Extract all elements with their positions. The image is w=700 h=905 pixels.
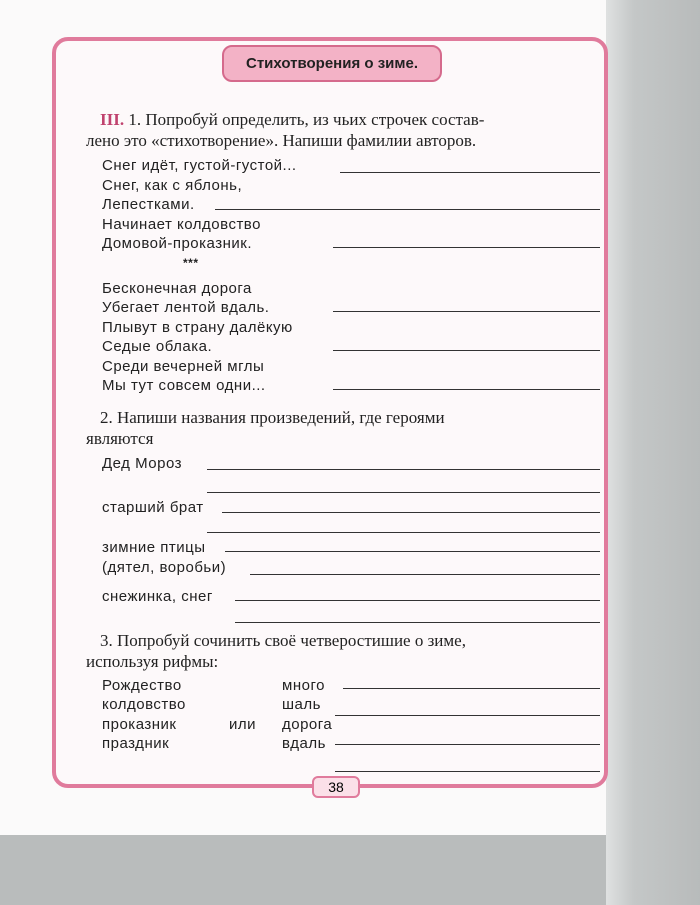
task1-line2: лено это «стихотворение». Напиши фамилии авторов.: [86, 131, 477, 150]
or-label: или: [229, 716, 257, 733]
answer-line[interactable]: [340, 172, 600, 173]
poem-line: Убегает лентой вдаль.: [102, 299, 270, 316]
poem-line: Домовой-проказник.: [102, 235, 252, 252]
scan-edge: [606, 0, 700, 905]
stanza-separator: ***: [183, 256, 199, 270]
answer-line[interactable]: [235, 622, 600, 623]
answer-line[interactable]: [225, 551, 600, 552]
answer-line[interactable]: [333, 350, 600, 351]
section-numeral: III.: [100, 110, 125, 129]
answer-line[interactable]: [335, 771, 600, 772]
answer-line[interactable]: [333, 311, 600, 312]
rhyme-word: много: [282, 677, 325, 694]
answer-line[interactable]: [207, 532, 600, 533]
answer-line[interactable]: [343, 688, 600, 689]
hero-label: снежинка, снег: [102, 588, 213, 605]
rhyme-word: проказник: [102, 716, 177, 733]
rhyme-word: вдаль: [282, 735, 326, 752]
hero-label: зимние птицы: [102, 539, 206, 556]
poem-line: Плывут в страну далёкую: [102, 319, 293, 336]
answer-line[interactable]: [333, 389, 600, 390]
poem-line: Бесконечная дорога: [102, 280, 252, 297]
poem-line: Среди вечерней мглы: [102, 358, 265, 375]
answer-line[interactable]: [207, 469, 600, 470]
task3-line1: 3. Попробуй сочинить своё четверостишие о зиме,: [100, 631, 466, 650]
poem-line: Седые облака.: [102, 338, 213, 355]
hero-label: Дед Мороз: [102, 455, 182, 472]
rhyme-word: колдовство: [102, 696, 186, 713]
answer-line[interactable]: [335, 715, 600, 716]
task3-line2: используя рифмы:: [86, 652, 219, 671]
answer-line[interactable]: [333, 247, 600, 248]
rhyme-word: Рождество: [102, 677, 182, 694]
answer-line[interactable]: [222, 512, 600, 513]
page-title: Стихотворения о зиме.: [222, 45, 442, 82]
task2-line1: 2. Напиши названия произведений, где героями: [100, 408, 445, 427]
answer-line[interactable]: [335, 744, 600, 745]
answer-line[interactable]: [207, 492, 600, 493]
answer-line[interactable]: [250, 574, 600, 575]
page-number: 38: [312, 776, 360, 798]
hero-label: старший брат: [102, 499, 204, 516]
task2-line2: являются: [86, 429, 154, 448]
poem-line: Начинает колдовство: [102, 216, 261, 233]
poem-line: Мы тут совсем одни...: [102, 377, 266, 394]
task1-line1: III. 1. Попробуй определить, из чьих строчек состав-: [100, 110, 485, 129]
rhyme-word: праздник: [102, 735, 170, 752]
poem-line: Лепестками.: [102, 196, 195, 213]
poem-line: Снег, как с яблонь,: [102, 177, 243, 194]
answer-line[interactable]: [235, 600, 600, 601]
hero-label: (дятел, воробьи): [102, 559, 227, 576]
answer-line[interactable]: [215, 209, 600, 210]
poem-line: Снег идёт, густой-густой...: [102, 157, 297, 174]
rhyme-word: шаль: [282, 696, 321, 713]
rhyme-word: дорога: [282, 716, 333, 733]
